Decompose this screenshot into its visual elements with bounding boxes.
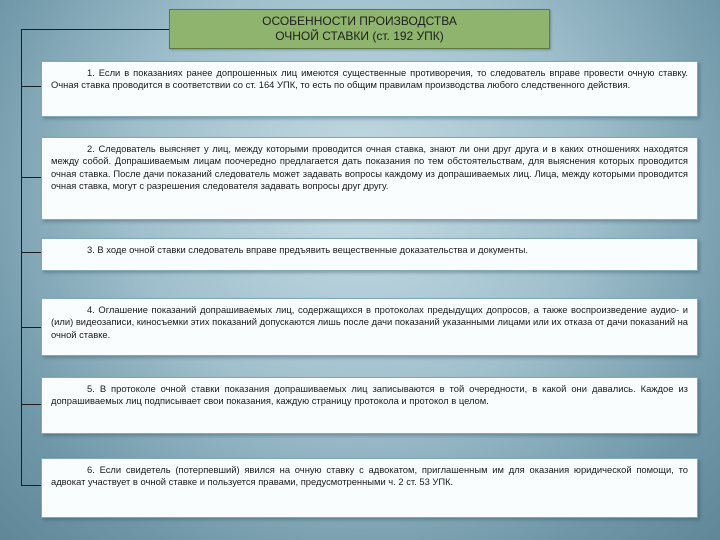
item-text-2: 2. Следователь выясняет у лиц, между которыми проводится очная ставка, знают ли они друг друга и в каких отношениях находятся между собой. Допрашиваемым лицам поочередно предлагается дать показания по тем обстоятельствам, для выяснения которых проводится очная ставка. После дачи показаний следователь может задавать вопросы каждому из допрашиваемых лиц. Лица, между которыми проводится очная ставка, могут с разрешения следователя задавать вопросы друг другу. [51, 143, 688, 192]
title-box [169, 9, 550, 49]
connector-branch-1 [21, 86, 41, 87]
item-text-6: 6. Если свидетель (потерпевший) явился на очную ставку с адвокатом, приглашенным им для оказания юридической помощи, то адвокат участвует в очной ставке и пользуется правами, предусмотренными ч. 2 ст. 53 УПК. [51, 464, 688, 488]
connector-branch-6 [21, 485, 41, 486]
item-box-2 [41, 137, 698, 220]
connector-branch-3 [21, 252, 41, 253]
item-text-4: 4. Оглашение показаний допрашиваемых лиц, содержащихся в протоколах предыдущих допросов, а также воспроизведение аудио- и (или) видеозаписи, киносъемки этих показаний допускаются лишь после дачи показаний указанными лицами или их отказа от дачи показаний на очной ставке. [51, 304, 688, 340]
item-text-1: 1. Если в показаниях ранее допрошенных лиц имеются существенные противоречия, то следователь вправе провести очную ставку. Очная ставка проводится в соответствии со ст. 164 УПК, то есть по общим правилам производства любого следственного действия. [51, 67, 688, 91]
connector-vertical-spine [21, 29, 22, 485]
item-box-6 [41, 458, 698, 518]
connector-branch-4 [21, 327, 41, 328]
item-box-5 [41, 377, 698, 434]
title-line-1: ОСОБЕННОСТИ ПРОИЗВОДСТВА [262, 14, 457, 28]
title-line-2: ОЧНОЙ СТАВКИ (ст. 192 УПК) [275, 29, 444, 43]
item-box-3 [41, 238, 698, 271]
connector-branch-2 [21, 177, 41, 178]
item-text-3: 3. В ходе очной ставки следователь вправе предъявить вещественные доказательства и документы. [87, 244, 528, 255]
item-text-5: 5. В протоколе очной ставки показания допрашиваемых лиц записываются в той очередности, в какой они давались. Каждое из допрашиваемых лиц подписывает свои показания, каждую страницу протокола и протокол в целом. [51, 383, 688, 407]
connector-branch-5 [21, 404, 41, 405]
item-box-1 [41, 61, 698, 117]
connector-title-horizontal [21, 29, 169, 30]
item-box-4 [41, 298, 698, 356]
